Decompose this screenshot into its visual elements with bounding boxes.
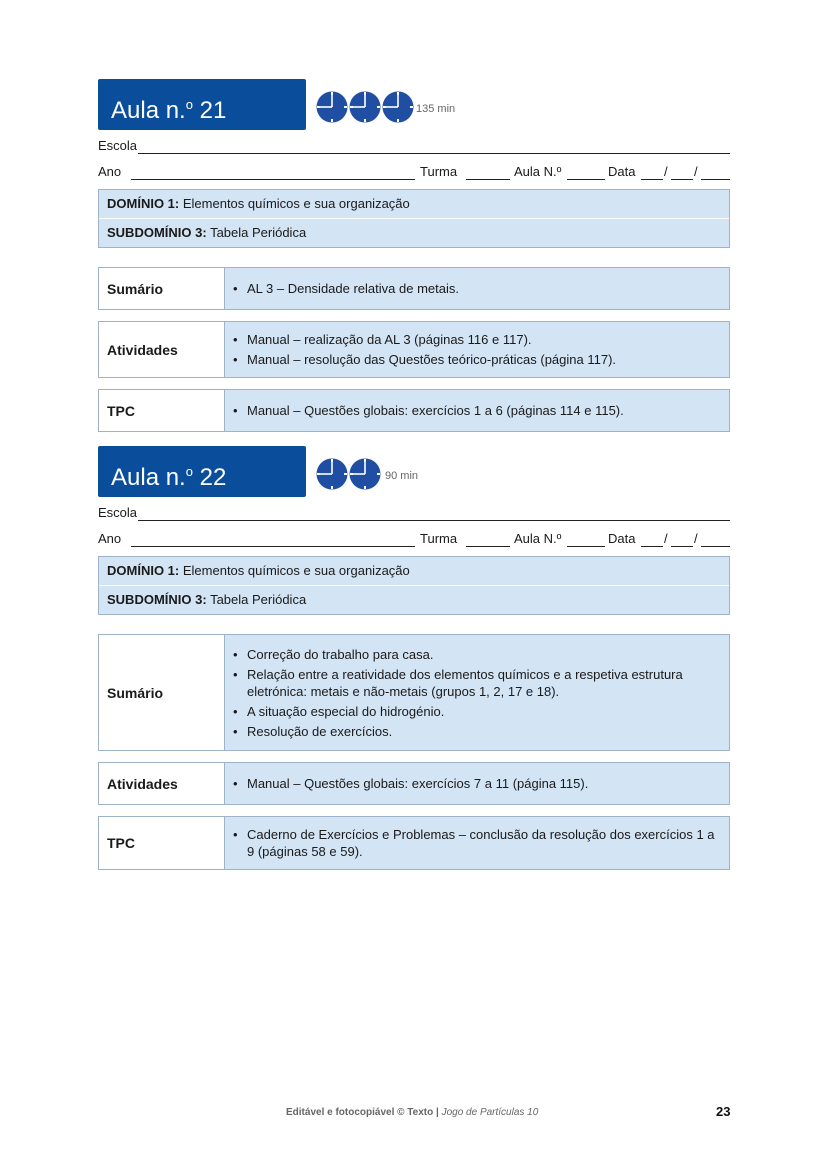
list-item: • Manual – Questões globais: exercícios 7 a 11 (página 115). [233,775,717,792]
data-month-field[interactable] [671,546,693,547]
data-slash: / [694,531,698,546]
data-slash: / [664,164,668,179]
clock-icon [349,458,381,490]
list-item: • Relação entre a reatividade dos elementos químicos e a respetiva estrutura eletrónica: metais e não-metais (grupos 1, 2, 17 e 18). [233,666,717,700]
list-item: • Correção do trabalho para casa. [233,646,717,663]
data-slash: / [694,164,698,179]
atividades-content [225,322,730,378]
atividades-label: Atividades [99,322,225,378]
page-number: 23 [716,1104,731,1119]
aula-number-field[interactable] [567,546,605,547]
clock-icons [316,91,415,123]
turma-field[interactable] [466,179,510,180]
footer-text: Editável e fotocopiável © Texto | Jogo de Partículas 10 [286,1107,539,1118]
escola-row [98,131,730,157]
dominio-row: DOMÍNIO 1: Elementos químicos e sua organização [107,563,410,578]
sumario-table [98,267,730,310]
list-item: • Manual – Questões globais: exercícios 1 a 6 (páginas 114 e 115). [233,402,717,419]
list-item: • Manual – realização da AL 3 (páginas 116 e 117). [233,331,717,348]
sumario-label: Sumário [99,635,225,751]
ano-row [98,524,730,550]
tpc-content [225,390,730,432]
list-item: • AL 3 – Densidade relativa de metais. [233,280,717,297]
turma-label: Turma [420,531,458,546]
lesson-21 [98,79,730,432]
ano-row [98,157,730,183]
escola-label: Escola [98,505,138,520]
list-item: • Caderno de Exercícios e Problemas – conclusão da resolução dos exercícios 1 a 9 (páginas 58 e 59). [233,826,717,860]
ano-field[interactable] [131,179,415,180]
data-year-field[interactable] [701,546,730,547]
lesson-22 [98,446,730,870]
tpc-table [98,389,730,432]
atividades-label: Atividades [99,763,225,805]
clock-icon [382,91,414,123]
data-day-field[interactable] [641,546,663,547]
ano-label: Ano [98,164,122,179]
duration-label: 135 min [416,103,456,115]
data-slash: / [664,531,668,546]
data-day-field[interactable] [641,179,663,180]
subdominio-row: SUBDOMÍNIO 3: Tabela Periódica [99,585,729,614]
tpc-label: TPC [99,390,225,432]
domain-box [98,189,730,248]
escola-field[interactable] [138,153,730,154]
aula-number-label: Aula N.º [514,164,562,179]
data-year-field[interactable] [701,179,730,180]
tpc-table [98,816,730,870]
atividades-table [98,762,730,805]
tpc-content [225,817,730,870]
aula-number-label: Aula N.º [514,531,562,546]
atividades-table [98,321,730,378]
escola-label: Escola [98,138,138,153]
turma-label: Turma [420,164,458,179]
data-label: Data [608,164,636,179]
escola-field[interactable] [138,520,730,521]
lesson-title: Aula n.$^o$ 21 [98,79,306,130]
lesson-title: Aula n.$^o$ 22 [98,446,306,497]
lesson-header [98,446,730,498]
data-month-field[interactable] [671,179,693,180]
data-label: Data [608,531,636,546]
sumario-table [98,634,730,751]
list-item: • A situação especial do hidrogénio. [233,703,717,720]
list-item: • Manual – resolução das Questões teórico-práticas (página 117). [233,351,717,368]
sumario-label: Sumário [99,268,225,310]
clock-icon [316,91,348,123]
dominio-row: DOMÍNIO 1: Elementos químicos e sua organização [107,196,410,211]
subdominio-row: SUBDOMÍNIO 3: Tabela Periódica [99,218,729,247]
tpc-label: TPC [99,817,225,870]
ano-field[interactable] [131,546,415,547]
turma-field[interactable] [466,546,510,547]
sumario-content [225,268,730,310]
domain-box [98,556,730,615]
clock-icon [349,91,381,123]
atividades-content [225,763,730,805]
sumario-content [225,635,730,751]
clock-icon [316,458,348,490]
escola-row [98,498,730,524]
duration-label: 90 min [385,470,419,482]
ano-label: Ano [98,531,122,546]
lesson-header [98,79,730,131]
aula-number-field[interactable] [567,179,605,180]
list-item: • Resolução de exercícios. [233,723,717,740]
clock-icons [316,458,382,490]
